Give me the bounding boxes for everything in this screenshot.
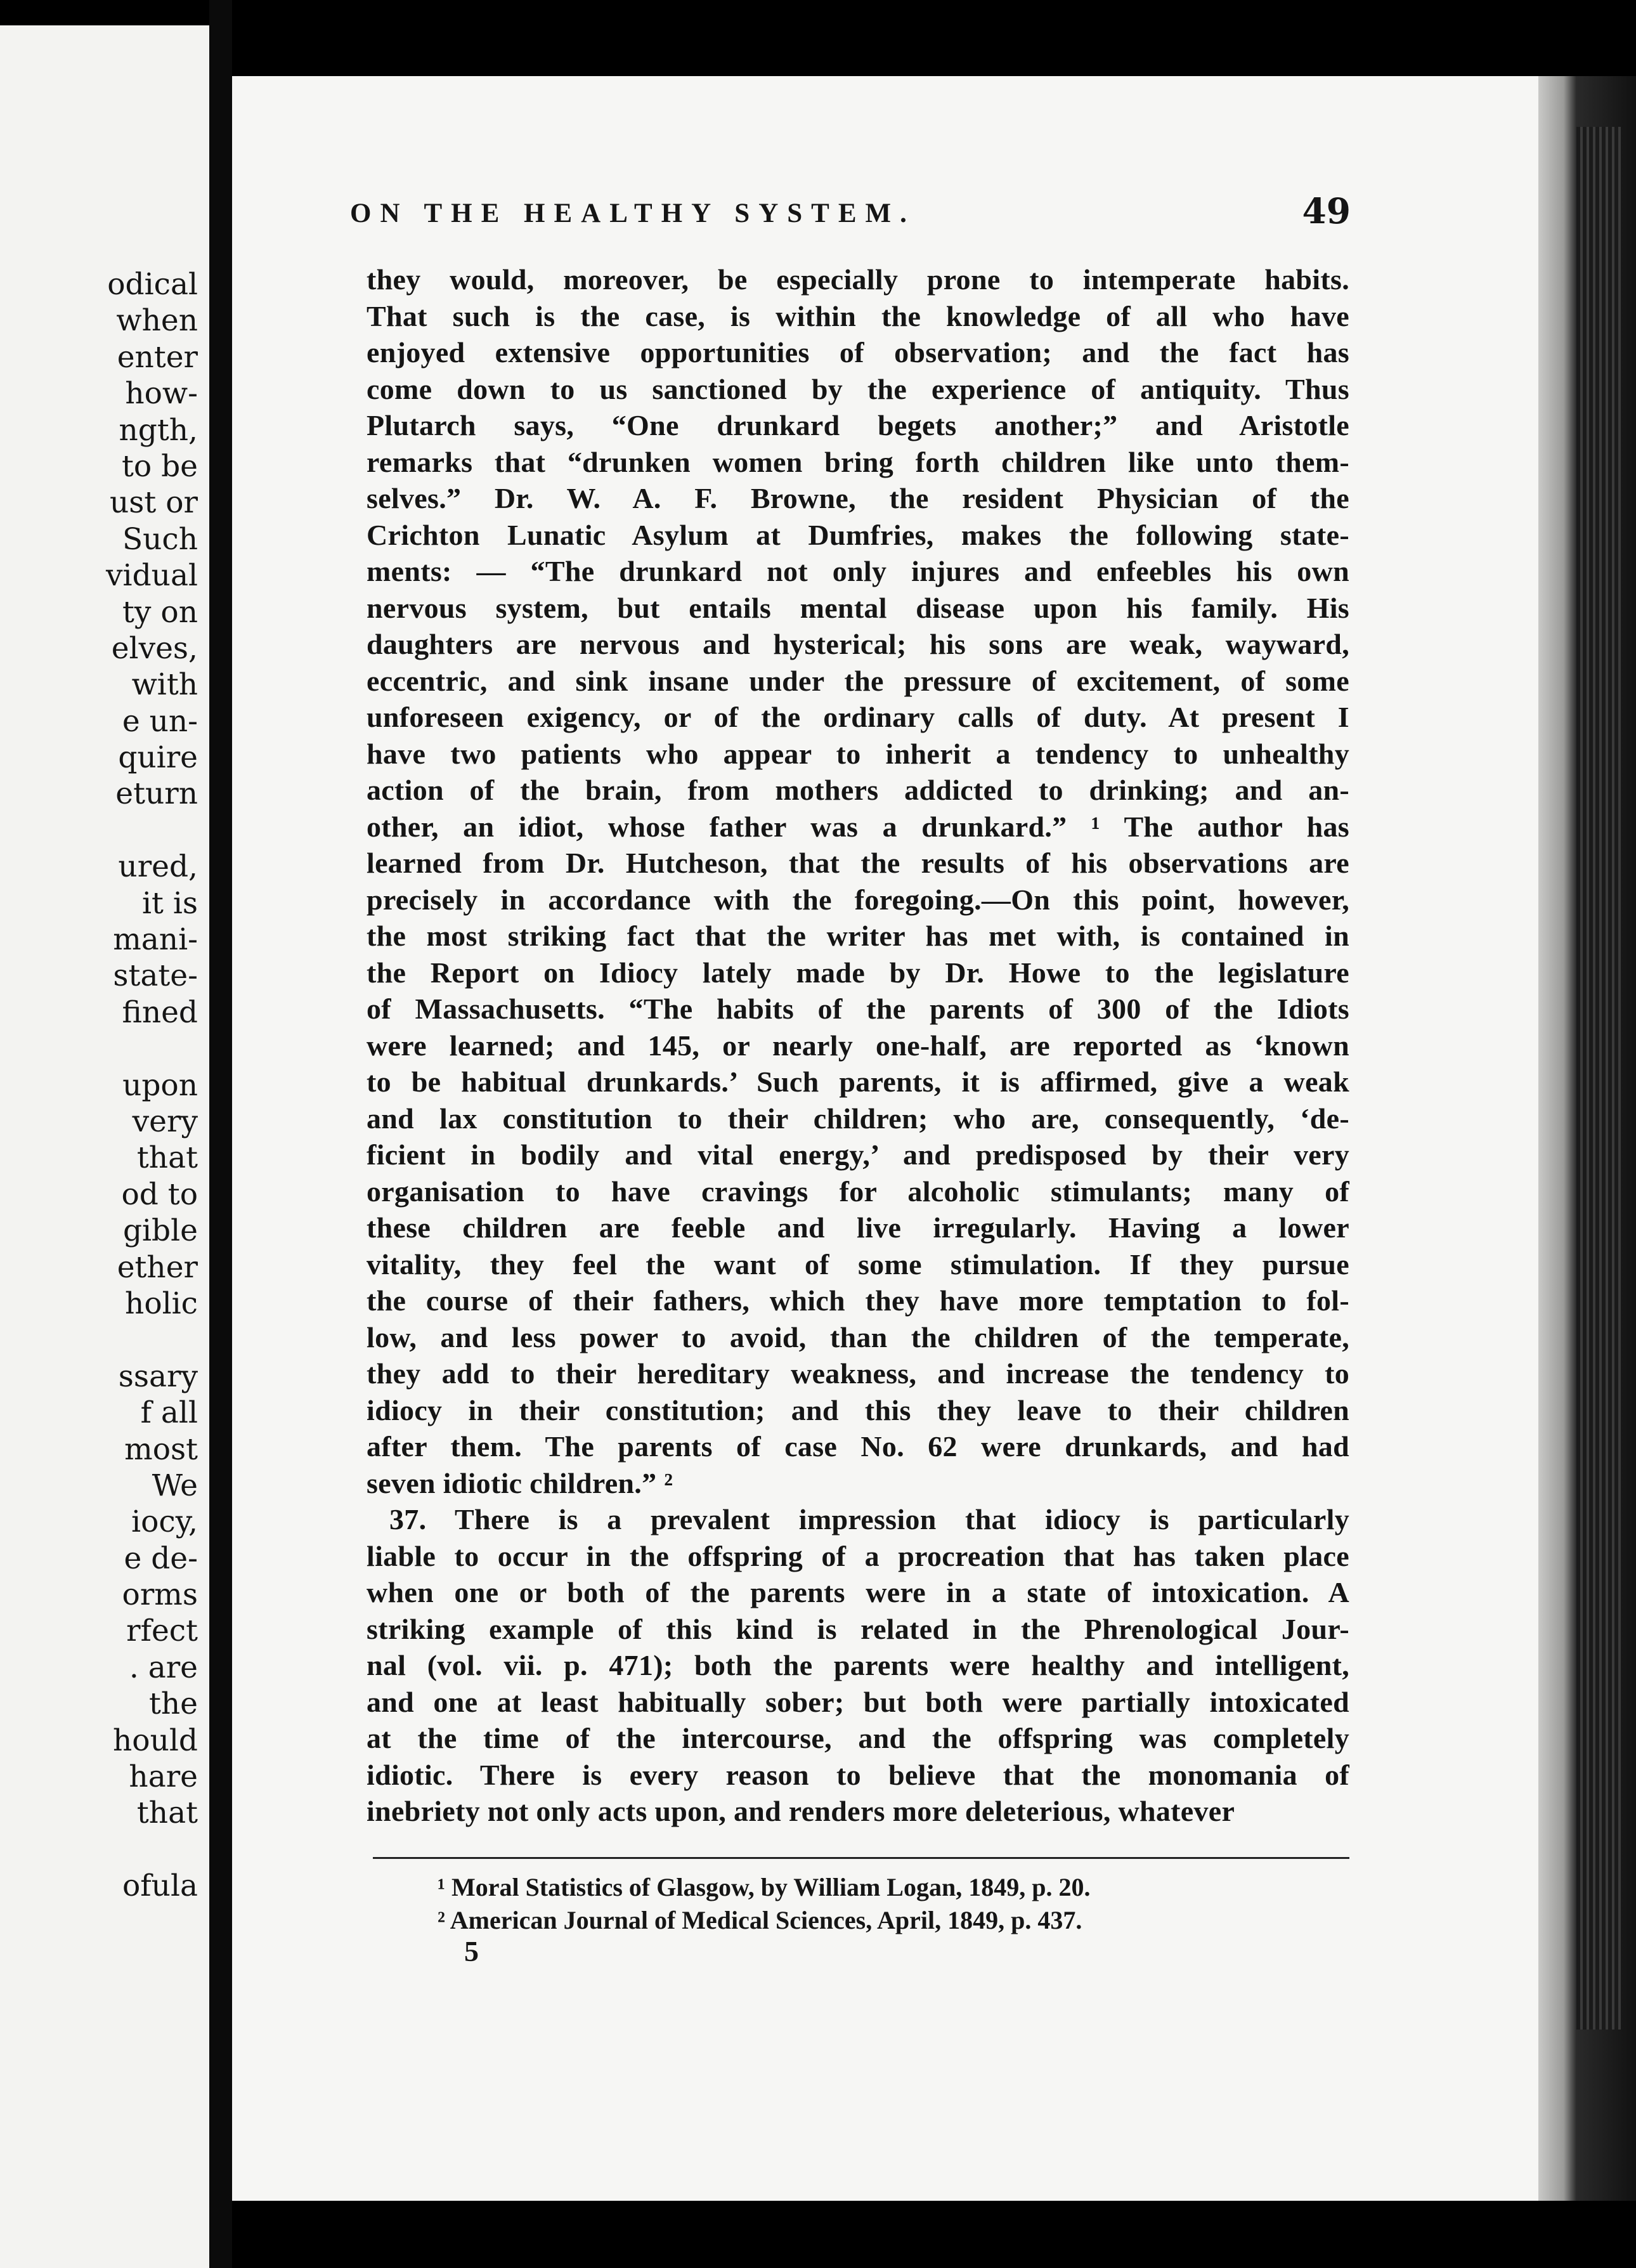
text-line: idiocy in their constitution; and this they leave to their children — [367, 1393, 1349, 1426]
text-line: ments: — “The drunkard not only injures and enfeebles his own — [367, 555, 1349, 587]
facing-page-line: ty on — [122, 594, 198, 630]
facing-page-line — [14, 1832, 198, 1868]
facing-page-line: iocy, — [131, 1504, 198, 1540]
facing-page-line: elves, — [111, 630, 198, 666]
facing-page-line: ngth, — [119, 412, 198, 448]
text-line: Crichton Lunatic Asylum at Dumfries, makes the following state- — [367, 518, 1349, 551]
facing-page-line: with — [131, 667, 198, 703]
text-line: seven idiotic children.” ² — [367, 1466, 673, 1499]
text-line: the Report on Idiocy lately made by Dr. Howe to the legislature — [367, 956, 1349, 989]
text-line: come down to us sanctioned by the experience of antiquity. Thus — [367, 372, 1349, 405]
text-line: striking example of this kind is related in the Phrenological Jour- — [367, 1612, 1349, 1645]
text-line: when one or both of the parents were in a state of intoxication. A — [367, 1576, 1349, 1608]
facing-page-line: it is — [141, 885, 198, 921]
facing-page-line: gible — [122, 1213, 198, 1249]
text-line: precisely in accordance with the foregoing.—On this point, however, — [367, 883, 1349, 916]
facing-page-line: ust or — [110, 485, 198, 521]
facing-page-line: very — [132, 1104, 198, 1139]
text-line: That such is the case, is within the knowledge of all who have — [367, 299, 1349, 332]
text-line: were learned; and 145, or nearly one-half, are reported as ‘known — [367, 1029, 1349, 1062]
text-line: 37. There is a prevalent impression that idiocy is particularly — [389, 1503, 1349, 1535]
text-line: of Massachusetts. “The habits of the parents of 300 of the Idiots — [367, 993, 1349, 1025]
facing-page-line: ether — [117, 1249, 198, 1285]
text-line: and one at least habitually sober; but both were partially intoxicated — [367, 1685, 1349, 1718]
text-line: Plutarch says, “One drunkard begets another;” and Aristotle — [367, 409, 1349, 441]
facing-page — [0, 25, 209, 2268]
page-number: 49 — [1302, 190, 1351, 231]
facing-page-line: state- — [113, 958, 198, 994]
facing-page-line: mani- — [113, 922, 198, 958]
text-line: unforeseen exigency, or of the ordinary calls of duty. At present I — [367, 701, 1349, 733]
text-line: action of the brain, from mothers addicted to drinking; and an- — [367, 774, 1349, 806]
text-line: these children are feeble and live irregularly. Having a lower — [367, 1211, 1349, 1244]
facing-page-line: We — [152, 1468, 198, 1503]
facing-page-line: . are — [129, 1650, 198, 1685]
text-line: and lax constitution to their children; who are, consequently, ‘de- — [367, 1102, 1349, 1135]
facing-page-line: how- — [125, 376, 198, 412]
facing-page-line: most — [124, 1431, 198, 1467]
footnote-2: ² American Journal of Medical Sciences, April, 1849, p. 437. — [438, 1906, 1082, 1934]
facing-page-line: that — [136, 1796, 198, 1831]
text-line: after them. The parents of case No. 62 were drunkards, and had — [367, 1430, 1349, 1463]
text-line: they would, moreover, be especially prone to intemperate habits. — [367, 263, 1349, 296]
facing-page-line — [14, 1322, 198, 1358]
text-line: ficient in bodily and vital energy,’ and predisposed by their very — [367, 1138, 1349, 1171]
facing-page-line: orms — [122, 1577, 198, 1613]
text-line: enjoyed extensive opportunities of observation; and the fact has — [367, 336, 1349, 368]
text-line: low, and less power to avoid, than the children of the temperate, — [367, 1320, 1349, 1353]
text-line: other, an idiot, whose father was a drunkard.” ¹ The author has — [367, 810, 1349, 843]
facing-page-line: upon — [122, 1067, 198, 1103]
text-line: organisation to have cravings for alcoholic stimulants; many of — [367, 1175, 1349, 1208]
text-line: to be habitual drunkards.’ Such parents, it is affirmed, give a weak — [367, 1066, 1349, 1098]
text-line: liable to occur in the offspring of a procreation that has taken place — [367, 1539, 1349, 1572]
facing-page-line: quire — [118, 740, 198, 776]
facing-page-line: ured, — [118, 849, 198, 885]
text-line: eccentric, and sink insane under the pressure of excitement, of some — [367, 664, 1349, 697]
facing-page-line: odical — [107, 267, 198, 302]
facing-page-line: vidual — [106, 558, 198, 594]
body-text — [367, 261, 1349, 1866]
facing-page-line: rfect — [126, 1613, 198, 1649]
text-line: the course of their fathers, which they have more temptation to fol- — [367, 1284, 1349, 1317]
facing-page-line: e un- — [122, 703, 198, 739]
facing-page-line — [14, 812, 198, 849]
facing-page-text — [14, 266, 198, 1905]
facing-page-line: hould — [113, 1723, 198, 1758]
book-gutter — [209, 0, 232, 2268]
text-line: inebriety not only acts upon, and renders more deleterious, whatever — [367, 1795, 1235, 1827]
text-line: at the time of the intercourse, and the offspring was completely — [367, 1722, 1349, 1754]
text-line: idiotic. There is every reason to believe that the monomania of — [367, 1758, 1349, 1791]
text-line: nal (vol. vii. p. 471); both the parents were healthy and intelligent, — [367, 1649, 1349, 1681]
text-line: vitality, they feel the want of some stimulation. If they pursue — [367, 1248, 1349, 1281]
signature-mark: 5 — [464, 1935, 479, 1967]
running-head: ON THE HEALTHY SYSTEM. — [350, 199, 916, 228]
facing-page-line: eturn — [115, 776, 198, 812]
facing-page-line: od to — [121, 1176, 198, 1212]
facing-page-line: holic — [125, 1286, 198, 1321]
facing-page-line: fined — [122, 994, 198, 1030]
text-line: the most striking fact that the writer has met with, is contained in — [367, 920, 1349, 952]
facing-page-line: the — [149, 1686, 198, 1722]
facing-page-line: Such — [122, 521, 198, 557]
text-line: remarks that “drunken women bring forth children like unto them- — [367, 445, 1349, 478]
text-line: learned from Dr. Hutcheson, that the results of his observations are — [367, 847, 1349, 879]
footnote-rule — [373, 1857, 1349, 1859]
text-line: have two patients who appear to inherit a tendency to unhealthy — [367, 737, 1349, 770]
text-line: they add to their hereditary weakness, and increase the tendency to — [367, 1357, 1349, 1390]
facing-page-line: that — [136, 1140, 198, 1176]
text-line: nervous system, but entails mental disease upon his family. His — [367, 591, 1349, 624]
facing-page-line: ssary — [118, 1359, 198, 1394]
text-line: daughters are nervous and hysterical; his sons are weak, wayward, — [367, 628, 1349, 660]
facing-page-line: e de- — [124, 1541, 198, 1576]
facing-page-line: when — [116, 303, 198, 339]
facing-page-line: f all — [140, 1395, 198, 1431]
facing-page-line: hare — [129, 1759, 198, 1795]
facing-page-line: enter — [117, 339, 198, 375]
text-line: selves.” Dr. W. A. F. Browne, the resident Physician of the — [367, 482, 1349, 514]
footnote-1: ¹ Moral Statistics of Glasgow, by William Logan, 1849, p. 20. — [438, 1873, 1091, 1901]
facing-page-line — [14, 1031, 198, 1067]
page-edges — [1538, 76, 1636, 2201]
facing-page-line: to be — [121, 448, 198, 484]
footnotes — [438, 1871, 1325, 1947]
facing-page-line: ofula — [122, 1868, 198, 1904]
